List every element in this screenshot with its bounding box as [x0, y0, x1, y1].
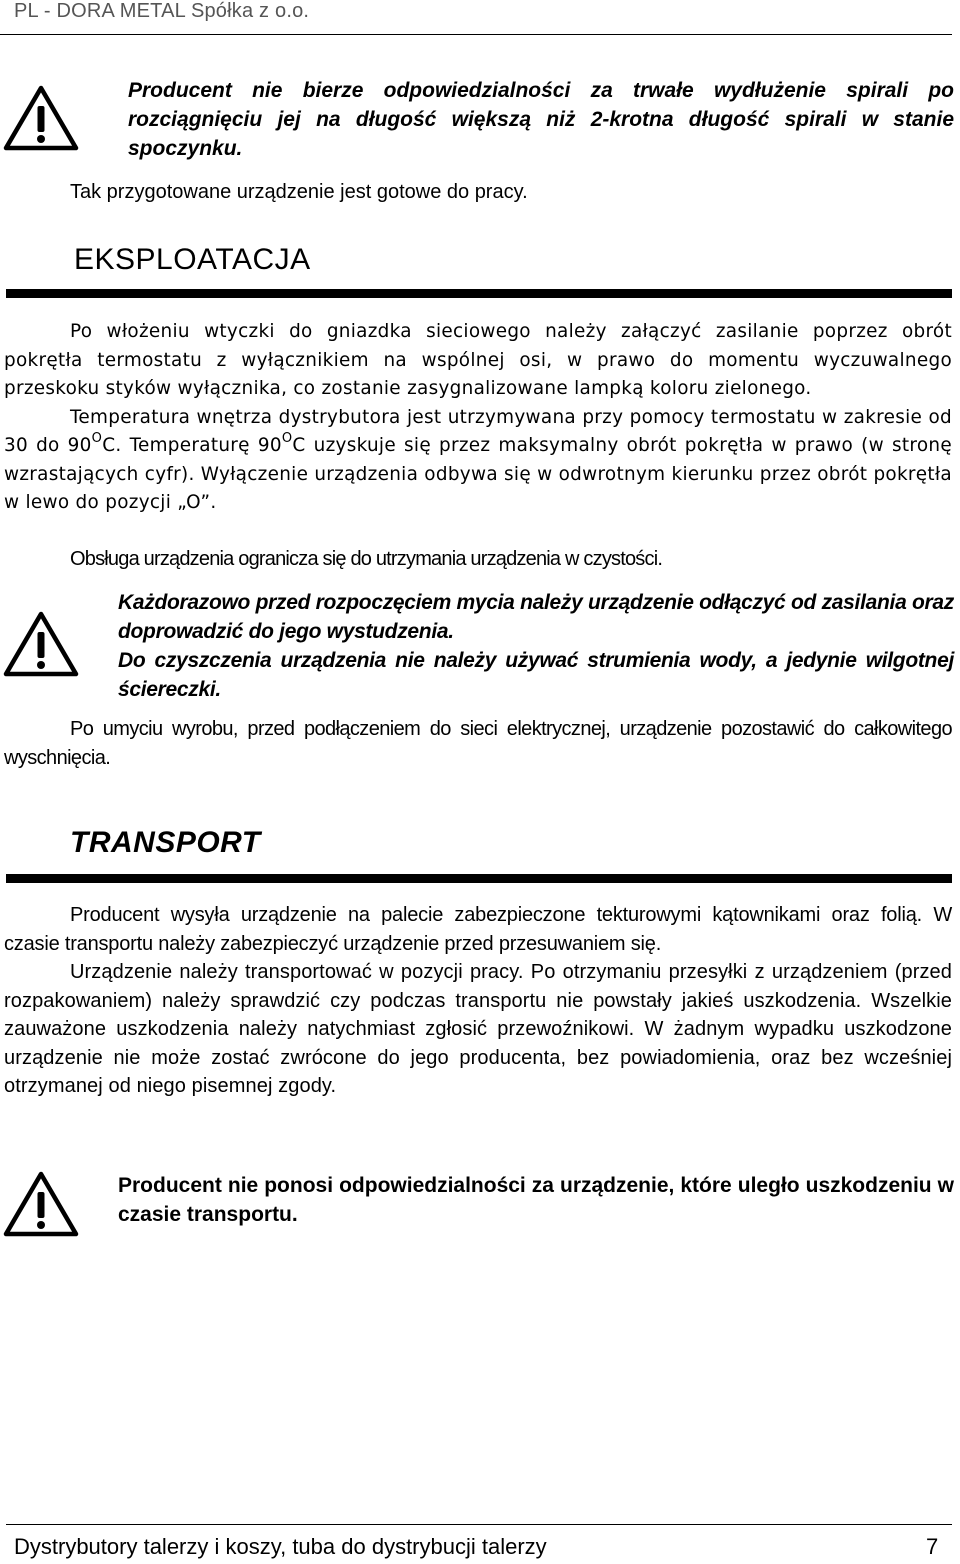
transport-body-1	[4, 901, 952, 958]
degree-superscript: O	[281, 431, 293, 446]
warning-spiral-paragraph: Producent nie bierze odpowiedzialności za trwałe wydłużenie spirali po rozciągnięciu jej na długość większą niż 2-krotna długość spirali w stanie spoczynku.	[128, 79, 954, 160]
section-divider-transport	[6, 874, 952, 883]
warning-cleaning-line-2: Do czyszczenia urządzenia nie należy używać strumienia wody, a jedynie wilgotnej ściereczki.	[118, 649, 954, 701]
warning-text-spiral	[128, 76, 954, 163]
transport-paragraph-2: Urządzenie należy transportować w pozycji pracy. Po otrzymaniu przesyłki z urządzeniem (przed rozpakowaniem) należy sprawdzić czy podczas transportu nie powstały jakieś uszkodzenia. Wszelkie zauważone uszkodzenia należy natychmiast zgłosić przewoźnikowi. W żadnym wypadku uszkodzone urządzenie nie może zostać zwrócone do jego producenta, bez powiadomienia, oraz bez wcześniej otrzymanej od niego pisemnej zgody.	[4, 961, 952, 1097]
section-title-transport: TRANSPORT	[70, 826, 261, 859]
max-temp-text: C. Temperaturę 90	[102, 435, 282, 456]
ready-line: Tak przygotowane urządzenie jest gotowe do pracy.	[70, 181, 528, 203]
warning-cleaning-line-1: Każdorazowo przed rozpoczęciem mycia należy urządzenie odłączyć od zasilania oraz doprowadzić do jego wystudzenia.	[118, 591, 954, 643]
warning-text-cleaning	[118, 588, 954, 704]
warning-transport-paragraph: Producent nie ponosi odpowiedzialności za urządzenie, które uległo uszkodzeniu w czasie transportu.	[118, 1174, 954, 1226]
warning-triangle-icon	[2, 1170, 80, 1238]
maintenance-paragraph	[4, 545, 952, 574]
warning-triangle-icon	[2, 84, 80, 152]
temp-range-text: Temperatura wnętrza dystrybutora jest utrzymywana przy pomocy termostatu w zakresie od 30 do 90	[4, 406, 952, 456]
footer-document-title: Dystrybutory talerzy i koszy, tuba do dystrybucji talerzy	[14, 1534, 547, 1559]
after-wash-paragraph	[4, 715, 952, 772]
eksploatacja-body	[4, 318, 952, 518]
section-divider-eksploatacja	[6, 289, 952, 298]
document-header-title: PL - DORA METAL Spółka z o.o.	[14, 0, 310, 22]
ready-paragraph	[4, 178, 952, 207]
rotation-text: C uzyskuje się przez maksymalny obrót pokrętła w prawo (w stronę wzrastających cyfr). Wyłączenie urządzenia odbywa się w odwrotnym kierunku przez obrót pokrętła w lewo do pozycji „O”.	[4, 435, 953, 513]
eksploatacja-paragraph-2	[4, 404, 952, 518]
warning-triangle-icon	[2, 610, 80, 678]
transport-paragraph-1: Producent wysyła urządzenie na palecie zabezpieczone tekturowymi kątownikami oraz folią. W czasie transportu należy zabezpieczyć urządzenie przed przesuwaniem się.	[4, 904, 952, 955]
page-number: 7	[926, 1534, 939, 1559]
footer-divider	[6, 1524, 952, 1525]
header-divider	[0, 34, 952, 35]
eksploatacja-paragraph-1: Po włożeniu wtyczki do gniazdka sieciowego należy załączyć zasilanie poprzez obrót pokrętła termostatu z wyłącznikiem na wspólnej osi, w prawo do momentu wyczuwalnego przeskoku styków wyłącznika, co zostanie zasygnalizowane lampką koloru zielonego.	[4, 321, 952, 399]
maintenance-line: Obsługa urządzenia ogranicza się do utrzymania urządzenia w czystości.	[70, 548, 663, 570]
degree-superscript: O	[91, 431, 103, 446]
section-title-eksploatacja: EKSPLOATACJA	[74, 243, 311, 276]
after-wash-line: Po umyciu wyrobu, przed podłączeniem do sieci elektrycznej, urządzenie pozostawić do całkowitego wyschnięcia.	[4, 718, 952, 769]
transport-body-2	[4, 958, 952, 1101]
warning-text-transport	[118, 1171, 954, 1229]
